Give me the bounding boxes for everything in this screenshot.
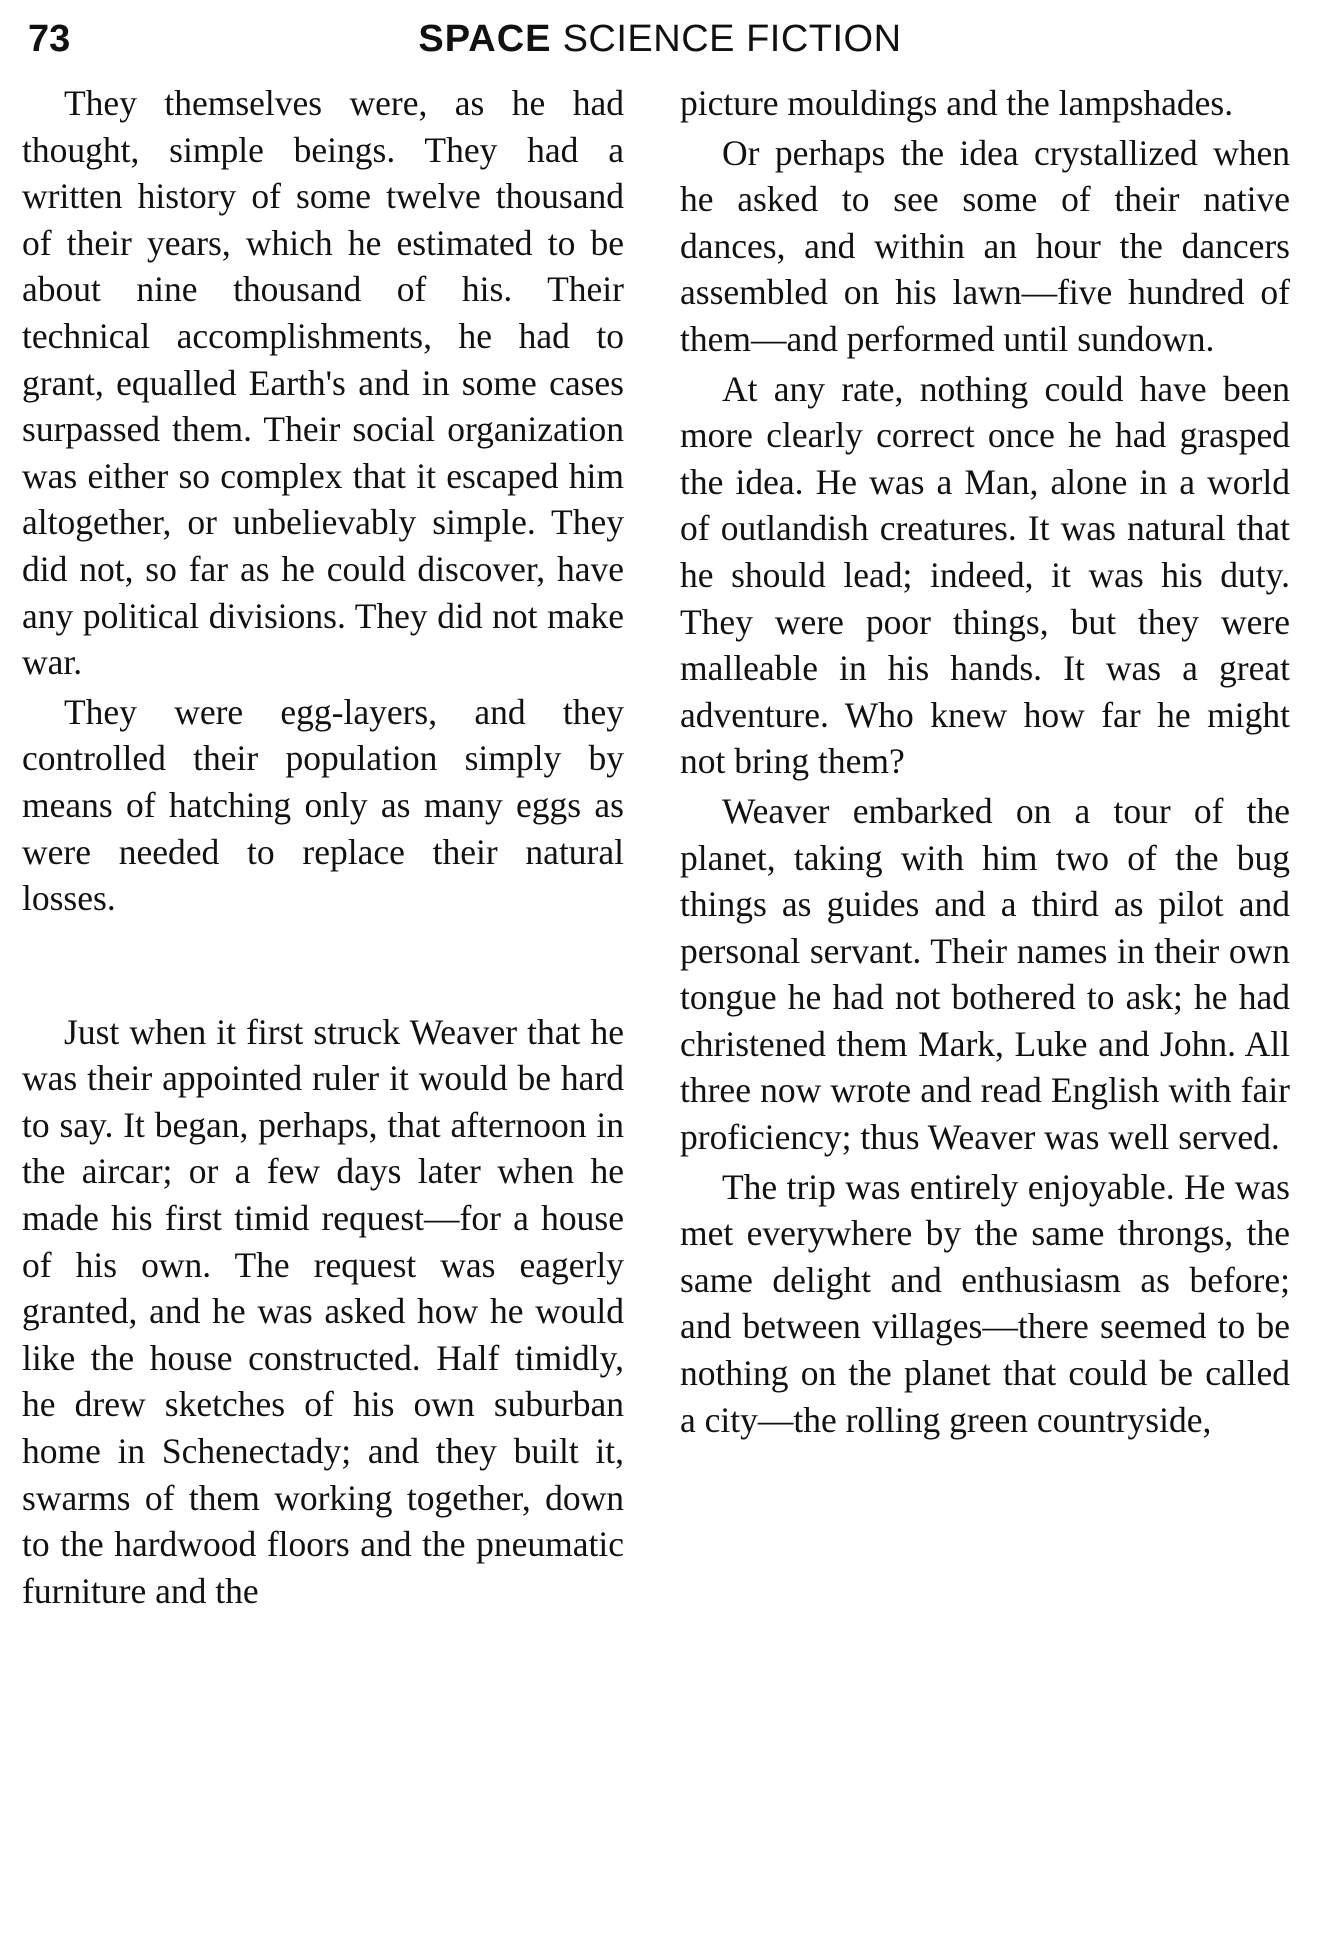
paragraph-continued: picture mouldings and the lampshades. [680,83,1234,123]
page-number: 73 [28,18,71,60]
paragraph: At any rate, nothing could have been more clearly correct once he had grasped the idea. He was a Man, alone in a world of outlandish creatures. It was natural that he should lead; indeed, it was his duty. They were poor things, but they were malleable in his hands. It was a great adventure. Who knew how far he might not bring them? [680,368,1290,782]
paragraph: Just when it first struck Weaver that he was their appointed ruler it would be hard to say. It began, perhaps, that afternoon in the aircar; or a few days later when he made his first timid request—for a house of his own. The request was eagerly granted, and he was asked how he would like the house constructed. Half timidly, he drew sketches of his own suburban home in Schenectady; and they built it, swarms of them working together, down to the hardwood floors and the pneumatic furniture and the [22,1011,624,1611]
right-column [680,80,1290,1446]
paragraph: They themselves were, as he had thought, simple beings. They had a written history of some twelve thousand of their years, which he estimated to be about nine thousand of his. Their technical accomplishments, he had to grant, equalled Earth's and in some cases surpassed them. Their social organization was either so complex that it escaped him altogether, or unbelievably simple. They did not, so far as he could discover, have any political divisions. They did not make war. [22,83,624,683]
magazine-title [0,14,1320,64]
paragraph: Weaver embarked on a tour of the planet, taking with him two of the bug things as guides and a third as pilot and personal servant. Their names in their own tongue he had not bothered to ask; he had christened them Mark, Luke and John. All three now wrote and read English with fair proficiency; thus Weaver was well served. [680,790,1290,1158]
magazine-title-strong: SPACE [418,18,552,60]
paragraph: They were egg-layers, and they controlled their population simply by means of hatching only as many eggs as were needed to replace their natural losses. [22,691,624,919]
page-header [0,12,1320,72]
paragraph: Or perhaps the idea crystallized when he asked to see some of their native dances, and within an hour the dancers assembled on his lawn—five hundred of them—and performed until sundown. [680,132,1290,359]
left-column [22,80,624,1617]
section-break [22,925,624,1009]
magazine-title-rest: SCIENCE FICTION [551,18,902,60]
paragraph: The trip was entirely enjoyable. He was met everywhere by the same throngs, the same delight and enthusiasm as before; and between villages—there seemed to be nothing on the planet that could be called a city—the rolling green countryside, [680,1166,1290,1440]
